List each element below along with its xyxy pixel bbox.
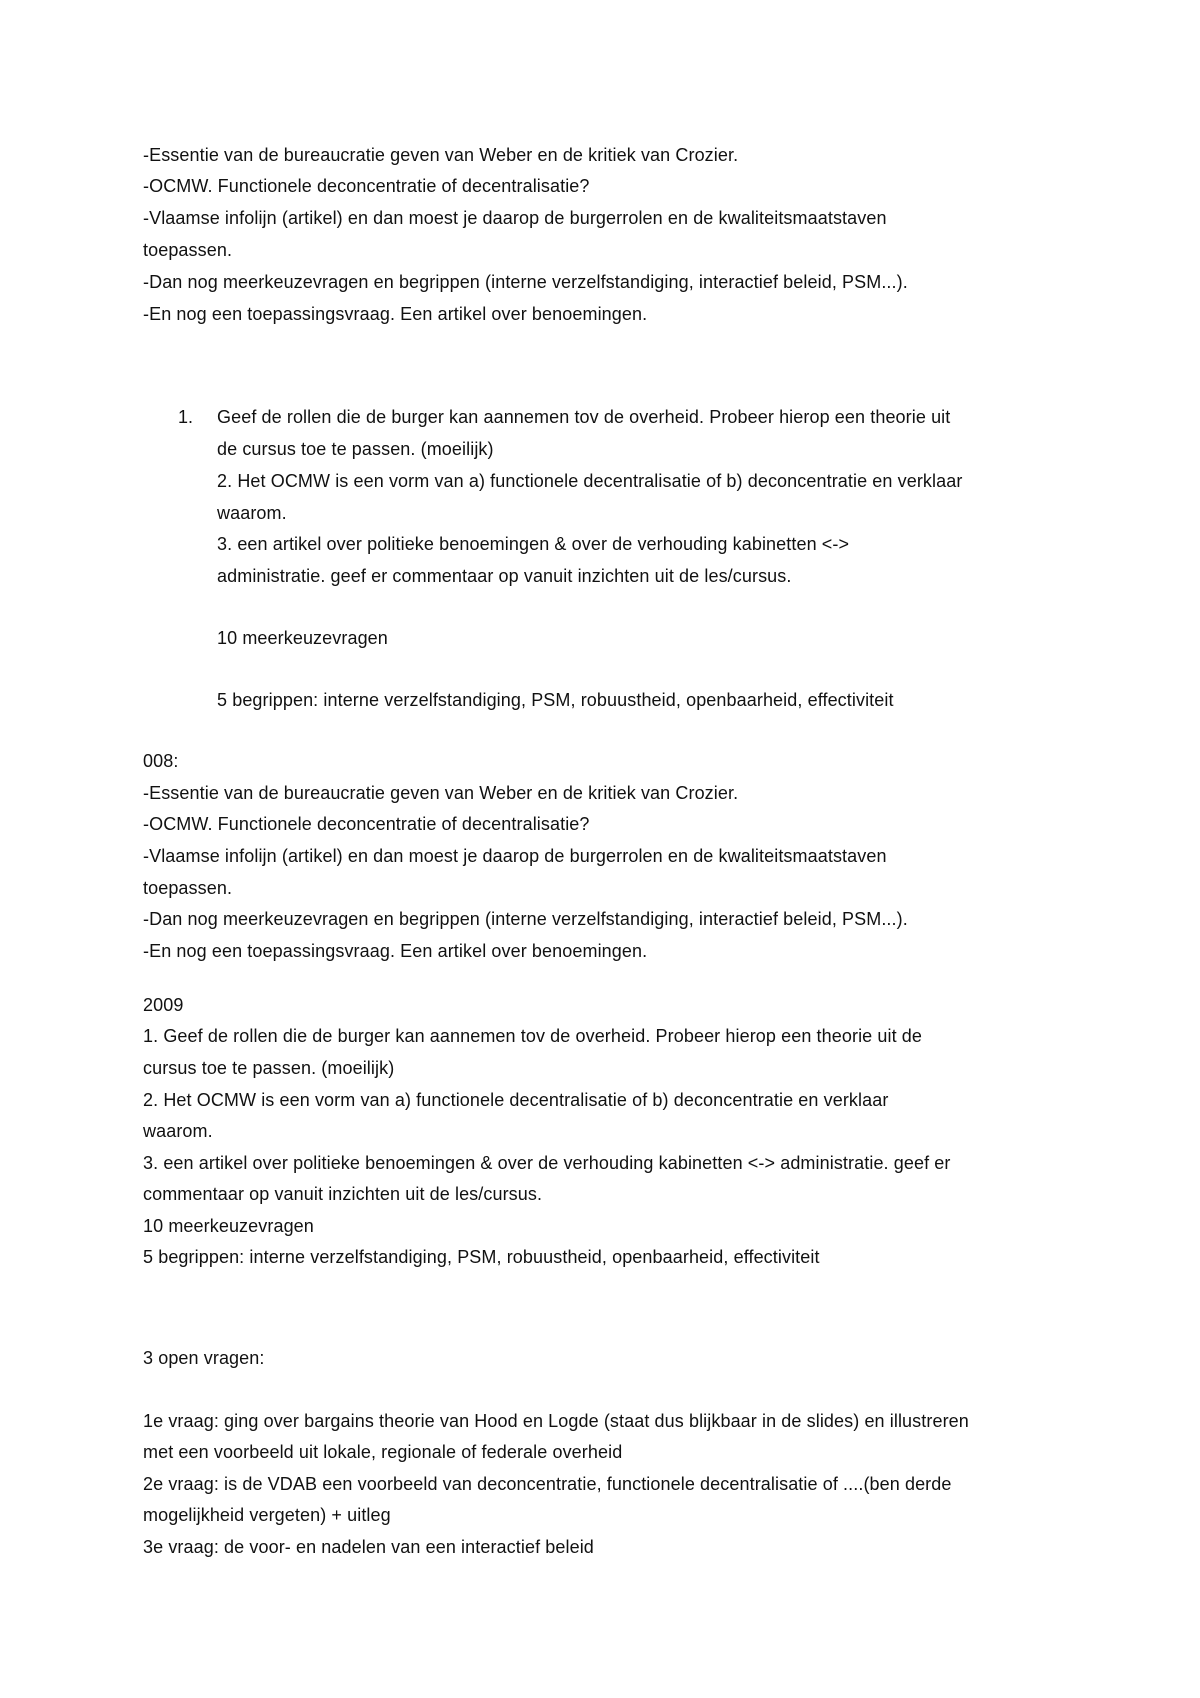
text-line: -OCMW. Functionele deconcentratie of decentralisatie?	[143, 176, 590, 196]
text-line: commentaar op vanuit inzichten uit de les/cursus.	[143, 1184, 543, 1204]
text-line: -Dan nog meerkeuzevragen en begrippen (interne verzelfstandiging, interactief beleid, PSM...).	[143, 909, 908, 929]
text-line: 3e vraag: de voor- en nadelen van een interactief beleid	[143, 1537, 594, 1557]
list-item-line: de cursus toe te passen. (moeilijk)	[217, 439, 494, 459]
text-line: 1e vraag: ging over bargains theorie van Hood en Logde (staat dus blijkbaar in de slides) en illustreren	[143, 1411, 969, 1431]
list-item-line: 10 meerkeuzevragen	[217, 628, 388, 648]
text-line: mogelijkheid vergeten) + uitleg	[143, 1505, 391, 1525]
text-line: cursus toe te passen. (moeilijk)	[143, 1058, 395, 1078]
list-item-line: Geef de rollen die de burger kan aannemen tov de overheid. Probeer hierop een theorie uit	[217, 407, 951, 427]
section-heading: 2009	[143, 995, 184, 1015]
text-line: 3. een artikel over politieke benoemingen & over de verhouding kabinetten <-> administratie. geef er	[143, 1153, 951, 1173]
text-line: -Vlaamse infolijn (artikel) en dan moest je daarop de burgerrolen en de kwaliteitsmaatstaven	[143, 208, 887, 228]
text-line: waarom.	[143, 1121, 213, 1141]
text-line: -Essentie van de bureaucratie geven van Weber en de kritiek van Crozier.	[143, 145, 739, 165]
text-line: -Dan nog meerkeuzevragen en begrippen (interne verzelfstandiging, interactief beleid, PSM...).	[143, 272, 908, 292]
text-line: 1. Geef de rollen die de burger kan aannemen tov de overheid. Probeer hierop een theorie uit de	[143, 1026, 923, 1046]
text-line: -En nog een toepassingsvraag. Een artikel over benoemingen.	[143, 304, 648, 324]
text-line: -Essentie van de bureaucratie geven van Weber en de kritiek van Crozier.	[143, 783, 739, 803]
list-item-line: 3. een artikel over politieke benoemingen & over de verhouding kabinetten <->	[217, 534, 850, 554]
section-heading: 008:	[143, 751, 179, 771]
text-line: -OCMW. Functionele deconcentratie of decentralisatie?	[143, 814, 590, 834]
text-line: -Vlaamse infolijn (artikel) en dan moest je daarop de burgerrolen en de kwaliteitsmaatstaven	[143, 846, 887, 866]
list-item-line: administratie. geef er commentaar op vanuit inzichten uit de les/cursus.	[217, 566, 792, 586]
text-line: toepassen.	[143, 240, 233, 260]
text-line: 5 begrippen: interne verzelfstandiging, PSM, robuustheid, openbaarheid, effectiviteit	[143, 1247, 820, 1267]
section-heading: 3 open vragen:	[143, 1348, 265, 1368]
list-number: 1.	[178, 407, 194, 427]
text-line: 2. Het OCMW is een vorm van a) functionele decentralisatie of b) deconcentratie en verklaar	[143, 1090, 889, 1110]
list-item-line: waarom.	[217, 503, 287, 523]
list-item-line: 2. Het OCMW is een vorm van a) functionele decentralisatie of b) deconcentratie en verklaar	[217, 471, 963, 491]
text-line: 2e vraag: is de VDAB een voorbeeld van deconcentratie, functionele decentralisatie of ....(ben derde	[143, 1474, 952, 1494]
text-line: met een voorbeeld uit lokale, regionale of federale overheid	[143, 1442, 623, 1462]
text-line: -En nog een toepassingsvraag. Een artikel over benoemingen.	[143, 941, 648, 961]
text-line: 10 meerkeuzevragen	[143, 1216, 314, 1236]
list-item-line: 5 begrippen: interne verzelfstandiging, PSM, robuustheid, openbaarheid, effectiviteit	[217, 690, 894, 710]
text-line: toepassen.	[143, 878, 233, 898]
